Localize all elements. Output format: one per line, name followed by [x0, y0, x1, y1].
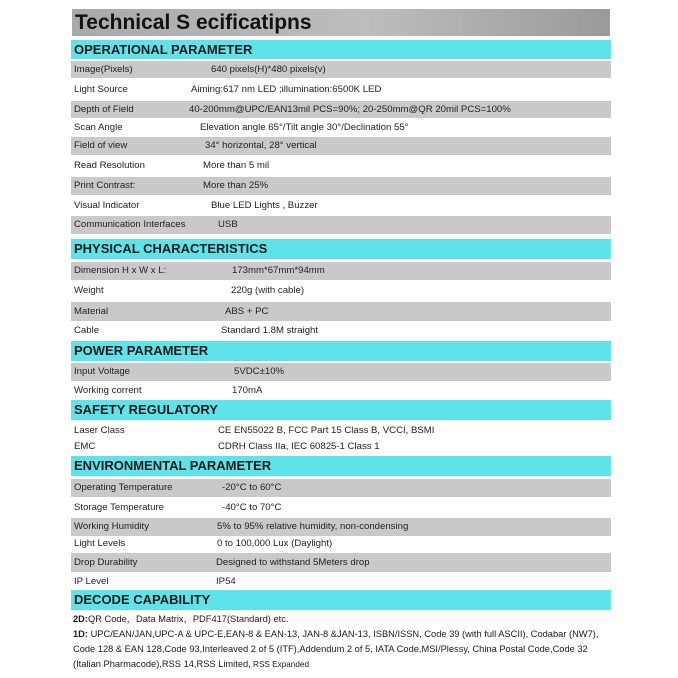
spec-label: Communication Interfaces — [74, 219, 186, 230]
spec-value: Standard 1.8M straight — [221, 325, 319, 336]
spec-label: Depth of Field — [74, 104, 134, 115]
spec-value: 173mm*67mm*94mm — [232, 265, 325, 276]
spec-value: 40-200mm@UPC/EAN13mil PCS=90%; 20-250mm@QR 20mil PCS=100% — [189, 104, 511, 115]
spec-label: Scan Angle — [74, 122, 123, 133]
spec-label: Field of view — [74, 140, 128, 151]
decode-2d-prefix: 2D: — [73, 614, 88, 624]
table-row — [71, 535, 611, 552]
spec-label: Weight — [74, 285, 104, 296]
spec-value: Blue LED Lights , Buzzer — [211, 200, 318, 211]
table-row — [71, 439, 611, 455]
spec-value: IP54 — [216, 576, 236, 587]
spec-value: Elevation angle 65°/Tilt angle 30°/Declination 55° — [200, 122, 409, 133]
table-row — [71, 101, 611, 118]
spec-value: CDRH Class IIa, IEC 60825-1 Class 1 — [218, 441, 380, 452]
decode-1d-block — [73, 627, 613, 672]
decode-1d-end: RSS Expanded — [250, 660, 310, 669]
spec-label: Material — [74, 306, 109, 317]
table-row — [71, 553, 611, 572]
section-power: POWER PARAMETER — [71, 341, 611, 361]
decode-1d-prefix: 1D: — [73, 629, 88, 639]
spec-value: CE EN55022 B, FCC Part 15 Class B, VCCI, BSMI — [218, 425, 435, 436]
page-title: Technical S ecificatipns — [72, 9, 610, 36]
spec-label: Drop Durability — [74, 557, 138, 568]
table-row — [71, 302, 611, 321]
section-decode: DECODE CAPABILITY — [71, 590, 611, 610]
spec-value: More than 5 mil — [203, 160, 270, 171]
spec-label: Operating Temperature — [74, 482, 173, 493]
table-row — [71, 382, 611, 400]
spec-value: 5% to 95% relative humidity, non-condensing — [217, 521, 409, 532]
decode-2d-line — [73, 612, 613, 627]
spec-value: 170mA — [232, 385, 263, 396]
table-row — [71, 119, 611, 136]
spec-label: Visual Indicator — [74, 200, 140, 211]
decode-capability-text — [73, 612, 613, 672]
spec-value: More than 25% — [203, 180, 269, 191]
spec-label: IP Level — [74, 576, 109, 587]
table-row — [71, 423, 611, 439]
section-physical: PHYSICAL CHARACTERISTICS — [71, 239, 611, 259]
table-row — [71, 61, 611, 78]
decode-2d-text: QR Code，Data Matrix，PDF417(Standard) etc. — [87, 614, 289, 624]
section-environmental: ENVIRONMENTAL PARAMETER — [71, 456, 611, 476]
spec-label: Print Contrast: — [74, 180, 136, 191]
table-row — [71, 137, 611, 155]
spec-label: Image(Pixels) — [74, 64, 133, 75]
spec-value: 34° horizontal, 28° vertical — [205, 140, 317, 151]
table-row — [71, 177, 611, 195]
table-row — [71, 322, 611, 340]
spec-value: 640 pixels(H)*480 pixels(v) — [211, 64, 326, 75]
decode-1d-text: UPC/EAN/JAN,UPC-A & UPC-E,EAN-8 & EAN-13, JAN-8 &JAN-13, ISBN/ISSN, Code 39 (with full ASCII), Codabar (NW7), Code 128 & EAN 128,Code 93,Interleaved 2 of 5 (ITF),Addendum 2 of 5, IATA Code,MSI/Plessy, China Postal Code,Code 32 (Italian Pharmacode),RSS 14,RSS Limited, — [73, 629, 599, 669]
table-row — [71, 499, 611, 517]
spec-value: Designed to withstand 5Meters drop — [216, 557, 370, 568]
spec-label: Read Resolution — [74, 160, 145, 171]
spec-label: Light Source — [74, 84, 128, 95]
table-row — [71, 479, 611, 497]
spec-value: Aiming:617 nm LED ;illumination:6500K LED — [191, 84, 382, 95]
spec-label: Cable — [74, 325, 100, 336]
spec-label: Laser Class — [74, 425, 125, 436]
spec-value: -20°C to 60°C — [222, 482, 282, 493]
table-row — [71, 363, 611, 381]
section-operational: OPERATIONAL PARAMETER — [71, 40, 611, 59]
spec-label: Input Voltage — [74, 366, 131, 377]
spec-label: Working corrent — [74, 385, 142, 396]
spec-value: USB — [218, 219, 238, 230]
table-row — [71, 262, 611, 280]
spec-label: Dimension H x W x L: — [74, 265, 167, 276]
table-row — [71, 282, 611, 300]
table-row — [71, 157, 611, 175]
table-row — [71, 518, 611, 536]
spec-value: 220g (with cable) — [231, 285, 305, 296]
spec-label: Working Humidity — [74, 521, 149, 532]
spec-label: Light Levels — [74, 538, 126, 549]
spec-value: -40°C to 70°C — [222, 502, 282, 513]
spec-value: 5VDC±10% — [234, 366, 285, 377]
spec-label: EMC — [74, 441, 96, 452]
table-row — [71, 573, 611, 590]
table-row — [71, 81, 611, 98]
spec-value: 0 to 100,000 Lux (Daylight) — [217, 538, 333, 549]
spec-value: ABS + PC — [225, 306, 269, 317]
section-safety: SAFETY REGULATORY — [71, 400, 611, 420]
table-row — [71, 216, 611, 234]
table-row — [71, 197, 611, 215]
spec-label: Storage Temperature — [74, 502, 164, 513]
